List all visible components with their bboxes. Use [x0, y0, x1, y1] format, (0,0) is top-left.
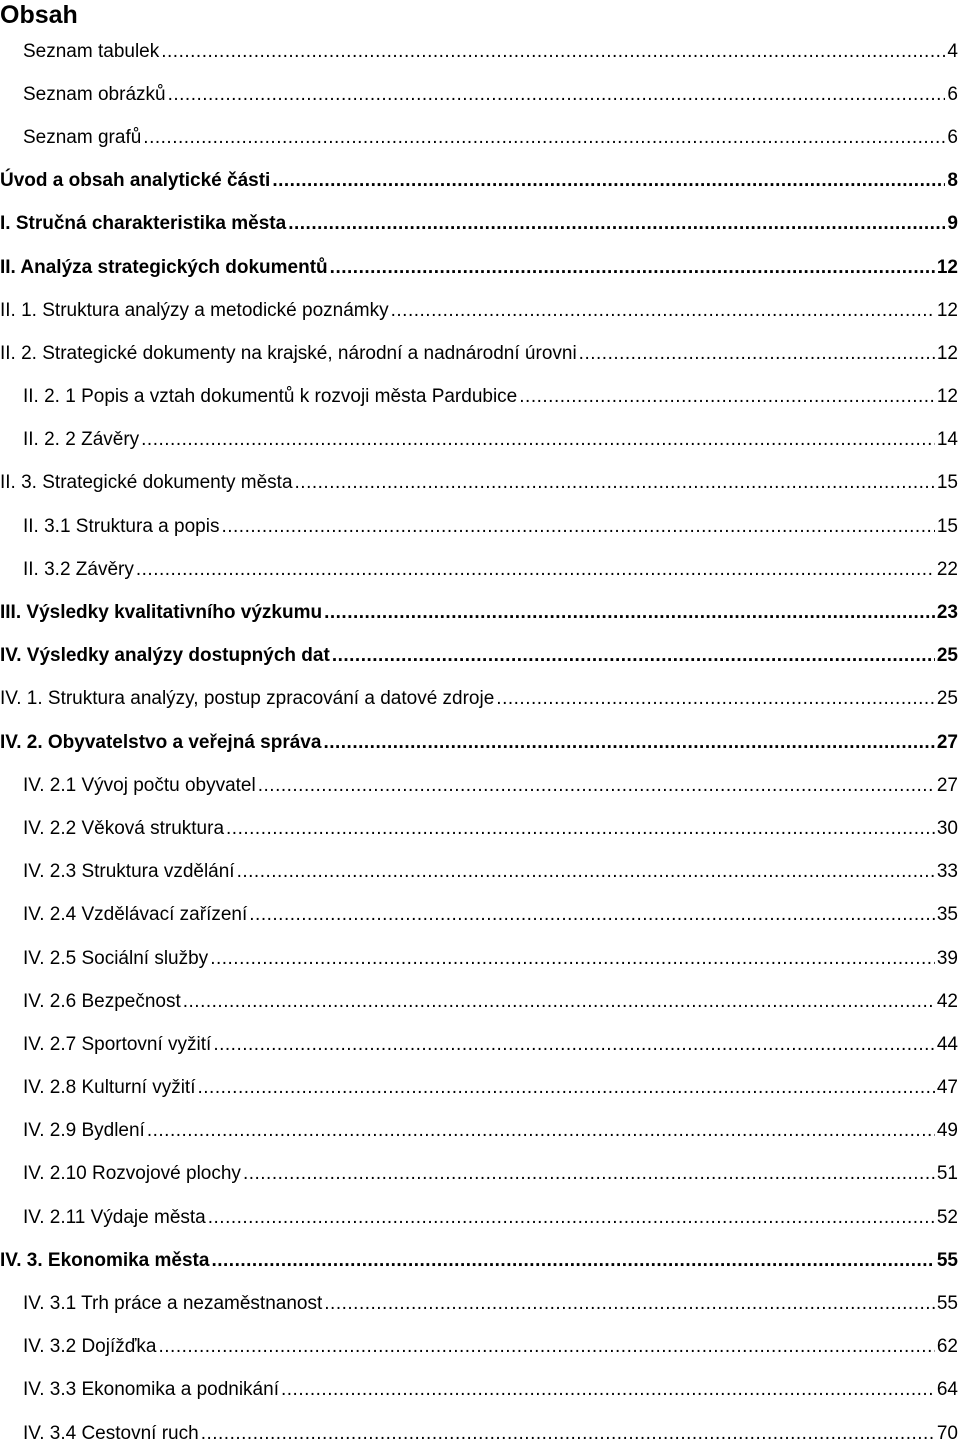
- toc-dot-leader: [249, 904, 935, 926]
- toc-entry-label: II. 3.1 Struktura a popis: [23, 515, 220, 537]
- toc-entry[interactable]: [0, 851, 960, 894]
- toc-dot-leader: [221, 516, 934, 538]
- toc-dot-leader: [208, 1207, 935, 1229]
- toc-entry-label: IV. 3.3 Ekonomika a podnikání: [23, 1379, 279, 1401]
- toc-entry[interactable]: [0, 73, 960, 116]
- toc-entry-label: IV. 3.4 Cestovní ruch: [23, 1422, 199, 1444]
- toc-dot-leader: [213, 1034, 935, 1056]
- toc-dot-leader: [226, 818, 935, 840]
- toc-dot-leader: [579, 343, 935, 365]
- toc-entry[interactable]: [0, 548, 960, 591]
- toc-dot-leader: [330, 257, 935, 279]
- toc-dot-leader: [323, 732, 934, 754]
- toc-dot-leader: [161, 41, 945, 63]
- toc-entry-label: IV. 2.7 Sportovní vyžití: [23, 1033, 212, 1055]
- toc-entry[interactable]: [0, 1282, 960, 1325]
- toc-entry-page-number: 55: [936, 1249, 958, 1271]
- toc-dot-leader: [183, 991, 935, 1013]
- toc-entry-label: Úvod a obsah analytické části: [0, 170, 271, 192]
- toc-entry[interactable]: [0, 1412, 960, 1455]
- toc-dot-leader: [324, 602, 935, 624]
- toc-entry[interactable]: [0, 1196, 960, 1239]
- toc-dot-leader: [168, 84, 946, 106]
- toc-entry-page-number: 9: [947, 213, 958, 235]
- toc-entry-label: IV. 2.6 Bezpečnost: [23, 990, 181, 1012]
- toc-entry-page-number: 15: [936, 472, 958, 494]
- toc-entry[interactable]: [0, 678, 960, 721]
- toc-entry[interactable]: [0, 764, 960, 807]
- toc-entry-page-number: 25: [936, 688, 958, 710]
- toc-dot-leader: [143, 127, 945, 149]
- toc-entry[interactable]: [0, 807, 960, 850]
- toc-entry-page-number: 39: [936, 947, 958, 969]
- toc-entry-page-number: 15: [936, 515, 958, 537]
- toc-entry[interactable]: [0, 289, 960, 332]
- toc-entry-page-number: 49: [936, 1120, 958, 1142]
- toc-entry[interactable]: [0, 30, 960, 73]
- toc-entry[interactable]: [0, 1326, 960, 1369]
- toc-entry-page-number: 12: [936, 386, 958, 408]
- toc-dot-leader: [136, 559, 935, 581]
- toc-entry-page-number: 22: [936, 558, 958, 580]
- toc-entry-page-number: 35: [936, 904, 958, 926]
- toc-dot-leader: [496, 688, 935, 710]
- toc-entry-label: II. Analýza strategických dokumentů: [0, 256, 328, 278]
- toc-entry[interactable]: [0, 894, 960, 937]
- toc-dot-leader: [324, 1293, 935, 1315]
- toc-entry-page-number: 6: [947, 126, 958, 148]
- toc-entry-label: IV. 2.2 Věková struktura: [23, 817, 225, 839]
- toc-entry[interactable]: [0, 419, 960, 462]
- toc-entry-label: IV. 2.10 Rozvojové plochy: [23, 1163, 241, 1185]
- toc-entry-label: II. 2. 2 Závěry: [23, 429, 140, 451]
- toc-entry[interactable]: [0, 203, 960, 246]
- toc-entry[interactable]: [0, 1239, 960, 1282]
- toc-entry-page-number: 64: [936, 1379, 958, 1401]
- toc-entry-page-number: 12: [936, 342, 958, 364]
- toc-dot-leader: [272, 170, 945, 192]
- toc-dot-leader: [519, 386, 935, 408]
- toc-entry-label: II. 1. Struktura analýzy a metodické poznámky: [0, 299, 389, 321]
- toc-entry[interactable]: [0, 1023, 960, 1066]
- toc-dot-leader: [237, 861, 935, 883]
- toc-entry-label: IV. 2. Obyvatelstvo a veřejná správa: [0, 731, 322, 753]
- toc-entry-label: II. 3. Strategické dokumenty města: [0, 472, 293, 494]
- toc-dot-leader: [159, 1336, 935, 1358]
- toc-entry-label: Seznam grafů: [23, 126, 142, 148]
- toc-entry-label: IV. 2.9 Bydlení: [23, 1120, 145, 1142]
- toc-entry-page-number: 12: [936, 256, 958, 278]
- toc-dot-leader: [288, 213, 945, 235]
- toc-dot-leader: [295, 472, 935, 494]
- toc-entry-label: IV. 2.11 Výdaje města: [23, 1206, 206, 1228]
- toc-entry-label: IV. 2.5 Sociální služby: [23, 947, 209, 969]
- toc-entry-page-number: 70: [936, 1422, 958, 1444]
- toc-entry-page-number: 62: [936, 1336, 958, 1358]
- toc-entry-label: IV. 2.3 Struktura vzdělání: [23, 861, 235, 883]
- toc-entry-page-number: 23: [936, 602, 958, 624]
- toc-entry-page-number: 51: [936, 1163, 958, 1185]
- toc-entry-label: Seznam tabulek: [23, 40, 160, 62]
- toc-dot-leader: [198, 1077, 935, 1099]
- table-of-contents: [0, 30, 960, 1455]
- toc-entry-page-number: 33: [936, 861, 958, 883]
- toc-entry[interactable]: [0, 1067, 960, 1110]
- toc-entry-label: IV. 3. Ekonomika města: [0, 1249, 210, 1271]
- toc-entry[interactable]: [0, 635, 960, 678]
- toc-entry-label: IV. 1. Struktura analýzy, postup zpracování a datové zdroje: [0, 688, 495, 710]
- toc-entry-page-number: 6: [947, 83, 958, 105]
- toc-entry-label: IV. 2.1 Vývoj počtu obyvatel: [23, 774, 256, 796]
- toc-entry[interactable]: [0, 591, 960, 634]
- toc-dot-leader: [391, 300, 935, 322]
- toc-entry-label: III. Výsledky kvalitativního výzkumu: [0, 602, 323, 624]
- toc-entry[interactable]: [0, 116, 960, 159]
- toc-entry-page-number: 55: [936, 1293, 958, 1315]
- toc-dot-leader: [332, 645, 935, 667]
- toc-entry[interactable]: [0, 1369, 960, 1412]
- toc-dot-leader: [211, 1250, 934, 1272]
- toc-entry[interactable]: [0, 721, 960, 764]
- toc-entry-page-number: 8: [947, 170, 958, 192]
- toc-dot-leader: [147, 1120, 935, 1142]
- toc-entry[interactable]: [0, 246, 960, 289]
- toc-entry-page-number: 47: [936, 1077, 958, 1099]
- toc-entry-label: IV. 3.1 Trh práce a nezaměstnanost: [23, 1293, 323, 1315]
- toc-entry-label: Seznam obrázků: [23, 83, 166, 105]
- toc-dot-leader: [141, 429, 935, 451]
- toc-dot-leader: [201, 1423, 935, 1445]
- toc-entry-page-number: 12: [936, 299, 958, 321]
- toc-entry-label: I. Stručná charakteristika města: [0, 213, 287, 235]
- toc-entry[interactable]: [0, 160, 960, 203]
- toc-entry-label: II. 3.2 Závěry: [23, 558, 134, 580]
- toc-entry-page-number: 44: [936, 1033, 958, 1055]
- toc-entry-page-number: 14: [936, 429, 958, 451]
- toc-dot-leader: [258, 775, 935, 797]
- toc-dot-leader: [243, 1163, 935, 1185]
- toc-entry-label: IV. 2.4 Vzdělávací zařízení: [23, 904, 248, 926]
- toc-entry-label: II. 2. 1 Popis a vztah dokumentů k rozvoji města Pardubice: [23, 386, 518, 408]
- toc-entry-label: IV. Výsledky analýzy dostupných dat: [0, 645, 330, 667]
- toc-dot-leader: [281, 1379, 935, 1401]
- toc-entry[interactable]: [0, 376, 960, 419]
- toc-dot-leader: [210, 948, 935, 970]
- toc-entry[interactable]: [0, 1110, 960, 1153]
- toc-entry-label: IV. 3.2 Dojížďka: [23, 1336, 157, 1358]
- toc-entry-page-number: 42: [936, 990, 958, 1012]
- toc-entry-page-number: 27: [936, 731, 958, 753]
- toc-entry[interactable]: [0, 332, 960, 375]
- toc-entry-page-number: 4: [947, 40, 958, 62]
- toc-entry-page-number: 27: [936, 774, 958, 796]
- toc-entry[interactable]: [0, 462, 960, 505]
- toc-entry[interactable]: [0, 937, 960, 980]
- toc-entry-page-number: 30: [936, 817, 958, 839]
- toc-entry[interactable]: [0, 980, 960, 1023]
- toc-entry-page-number: 52: [936, 1206, 958, 1228]
- page-title: Obsah: [0, 1, 78, 29]
- toc-entry-label: IV. 2.8 Kulturní vyžití: [23, 1077, 196, 1099]
- toc-entry-label: II. 2. Strategické dokumenty na krajské, národní a nadnárodní úrovni: [0, 342, 577, 364]
- toc-entry[interactable]: [0, 505, 960, 548]
- toc-entry[interactable]: [0, 1153, 960, 1196]
- toc-entry-page-number: 25: [936, 645, 958, 667]
